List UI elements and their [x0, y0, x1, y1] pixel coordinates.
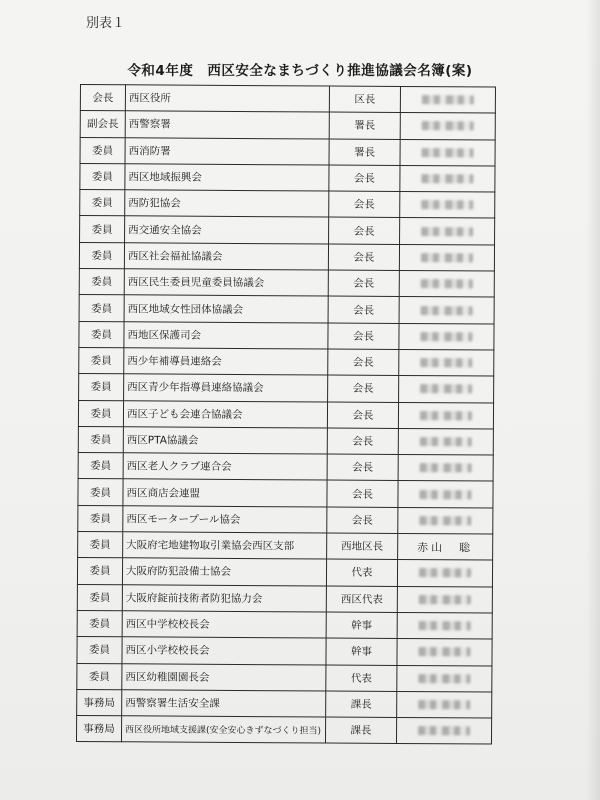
member-organization: 西区中学校校長会	[122, 611, 326, 639]
member-role: 委員	[78, 453, 123, 480]
member-title: 会長	[327, 454, 398, 481]
table-row	[80, 190, 495, 219]
redacted-name-blur	[419, 516, 471, 525]
member-role: 委員	[78, 426, 123, 453]
member-role: 副会長	[80, 111, 125, 138]
member-organization: 西区地域振興会	[125, 164, 329, 192]
member-role: 会長	[80, 85, 125, 112]
table-row	[78, 426, 493, 455]
member-name-cell	[398, 402, 493, 429]
table-row	[77, 584, 492, 613]
table-row	[80, 111, 495, 140]
member-organization: 西区役所	[125, 85, 329, 113]
member-organization: 西区青少年指導員連絡協議会	[124, 374, 328, 402]
redacted-name-blur	[420, 411, 472, 420]
member-name-cell	[399, 297, 494, 324]
member-role: 委員	[80, 190, 125, 217]
redacted-name-blur	[422, 148, 474, 157]
member-role: 委員	[77, 558, 122, 585]
member-name-cell	[399, 323, 494, 350]
table-row	[79, 242, 494, 271]
member-title: 会長	[329, 165, 400, 192]
member-organization: 西区モータープール協会	[123, 506, 327, 534]
roster-body	[76, 85, 495, 745]
member-organization: 西区PTA協議会	[123, 427, 327, 455]
member-name-cell	[397, 639, 492, 666]
redacted-name-blur	[421, 227, 473, 236]
member-organization: 西交通安全協会	[125, 216, 329, 244]
redacted-name-blur	[420, 384, 472, 393]
member-name-cell	[397, 560, 492, 587]
redacted-name-blur	[420, 332, 472, 341]
member-role: 委員	[78, 400, 123, 427]
member-role: 委員	[79, 242, 124, 269]
member-role: 委員	[79, 347, 124, 374]
member-role: 事務局	[77, 689, 122, 716]
member-role: 委員	[79, 295, 124, 322]
member-role: 委員	[77, 663, 122, 690]
table-row	[80, 85, 495, 114]
member-title: 署長	[329, 139, 400, 166]
member-title: 会長	[328, 296, 399, 323]
redacted-name-blur	[418, 700, 470, 709]
member-name-cell	[397, 586, 492, 613]
member-title: 会長	[328, 375, 399, 402]
member-organization: 西区子ども会連合協議会	[123, 400, 327, 428]
member-name-cell	[400, 218, 495, 245]
table-row	[80, 163, 495, 192]
member-organization: 西警察署生活安全課	[122, 690, 326, 718]
redacted-name-blur	[420, 437, 472, 446]
member-role: 委員	[78, 479, 123, 506]
member-name-cell	[398, 455, 493, 482]
member-title: 会長	[327, 402, 398, 429]
member-title: 西地区長	[327, 533, 398, 560]
table-row	[78, 400, 493, 429]
member-role: 委員	[79, 321, 124, 348]
redacted-name-blur	[421, 253, 473, 262]
member-role: 委員	[79, 374, 124, 401]
member-organization: 西区地域女性団体協議会	[124, 295, 328, 323]
redacted-name-blur	[419, 647, 471, 656]
member-organization: 西区老人クラブ連合会	[123, 453, 327, 481]
table-row	[78, 505, 493, 534]
member-title: 区長	[329, 86, 400, 113]
table-row	[78, 453, 493, 482]
table-row	[76, 716, 491, 745]
member-roster-table	[76, 84, 496, 745]
member-organization: 西区社会福祉協議会	[124, 243, 328, 271]
member-organization: 西区民生委員児童委員協議会	[124, 269, 328, 297]
member-name-cell	[399, 271, 494, 298]
member-organization: 西消防署	[125, 137, 329, 165]
member-role: 委員	[77, 610, 122, 637]
member-title: 会長	[328, 270, 399, 297]
member-name-cell	[400, 165, 495, 192]
member-role: 委員	[79, 269, 124, 296]
redacted-name-blur	[419, 569, 471, 578]
member-title: 会長	[329, 218, 400, 245]
member-organization: 西防犯協会	[125, 190, 329, 218]
member-organization: 大阪府防犯設備士協会	[122, 558, 326, 586]
member-name-cell	[397, 665, 492, 692]
member-title: 会長	[327, 507, 398, 534]
member-organization: 大阪府錠前技術者防犯協力会	[122, 584, 326, 612]
member-title: 幹事	[326, 638, 397, 665]
redacted-name-blur	[418, 726, 470, 735]
member-role: 委員	[78, 532, 123, 559]
redacted-name-blur	[420, 358, 472, 367]
member-name-cell	[400, 192, 495, 219]
redacted-name-blur	[422, 95, 474, 104]
member-name-cell	[397, 612, 492, 639]
member-title: 会長	[327, 428, 398, 455]
redacted-name-blur	[421, 200, 473, 209]
member-role: 事務局	[76, 716, 121, 743]
table-row	[77, 663, 492, 692]
member-organization: 西区商店会連盟	[123, 479, 327, 507]
member-role: 委員	[77, 637, 122, 664]
appendix-label: 別表１	[86, 16, 126, 31]
member-title: 西区代表	[326, 586, 397, 613]
member-role: 委員	[80, 216, 125, 243]
member-name-cell	[398, 507, 493, 534]
member-organization: 西区小学校校長会	[122, 637, 326, 665]
member-title: 代表	[326, 665, 397, 692]
table-row	[80, 137, 495, 166]
member-title: 署長	[329, 112, 400, 139]
member-title: 会長	[327, 480, 398, 507]
member-title: 会長	[328, 323, 399, 350]
member-name-cell	[396, 718, 491, 745]
redacted-name-blur	[420, 463, 472, 472]
table-row	[79, 321, 494, 350]
member-organization: 西区役所地域支援課(安全安心きずなづくり担当)	[121, 716, 325, 744]
member-organization: 大阪府宅地建物取引業協会西区支部	[123, 532, 327, 560]
document-title: 令和4年度 西区安全なまちづくり推進協議会名簿(案)	[127, 63, 473, 79]
table-row	[80, 216, 495, 245]
member-organization: 西区幼稚園園長会	[122, 663, 326, 691]
member-name-cell	[400, 139, 495, 166]
member-name-cell	[398, 533, 493, 560]
table-row	[79, 269, 494, 298]
member-title: 代表	[326, 559, 397, 586]
table-row	[77, 558, 492, 587]
member-name-cell	[399, 349, 494, 376]
member-title: 会長	[328, 244, 399, 271]
table-row	[77, 637, 492, 666]
table-row	[77, 610, 492, 639]
table-row	[79, 295, 494, 324]
member-name-cell	[398, 428, 493, 455]
member-title: 会長	[329, 191, 400, 218]
member-name-cell	[400, 86, 495, 113]
redacted-name-blur	[419, 621, 471, 630]
member-role: 委員	[80, 137, 125, 164]
member-name: 赤山 聡	[417, 540, 474, 555]
member-role: 委員	[77, 584, 122, 611]
table-row	[79, 374, 494, 403]
redacted-name-blur	[421, 306, 473, 315]
member-title: 課長	[325, 717, 396, 744]
table-row	[77, 689, 492, 718]
member-organization: 西少年補導員連絡会	[124, 348, 328, 376]
member-title: 幹事	[326, 612, 397, 639]
member-name-cell	[399, 244, 494, 271]
member-name-cell	[398, 481, 493, 508]
redacted-name-blur	[421, 279, 473, 288]
member-title: 会長	[328, 349, 399, 376]
member-organization: 西警察署	[125, 111, 329, 139]
redacted-name-blur	[421, 174, 473, 183]
page-edge-shadow	[586, 0, 600, 800]
member-role: 委員	[78, 505, 123, 532]
member-title: 課長	[326, 691, 397, 718]
member-organization: 西地区保護司会	[124, 321, 328, 349]
table-row	[78, 479, 493, 508]
redacted-name-blur	[419, 490, 471, 499]
redacted-name-blur	[418, 674, 470, 683]
member-name-cell	[397, 691, 492, 718]
table-row	[78, 532, 493, 561]
redacted-name-blur	[419, 595, 471, 604]
member-name-cell	[400, 113, 495, 140]
member-role: 委員	[80, 163, 125, 190]
table-row	[79, 347, 494, 376]
member-name-cell	[399, 376, 494, 403]
redacted-name-blur	[422, 122, 474, 131]
